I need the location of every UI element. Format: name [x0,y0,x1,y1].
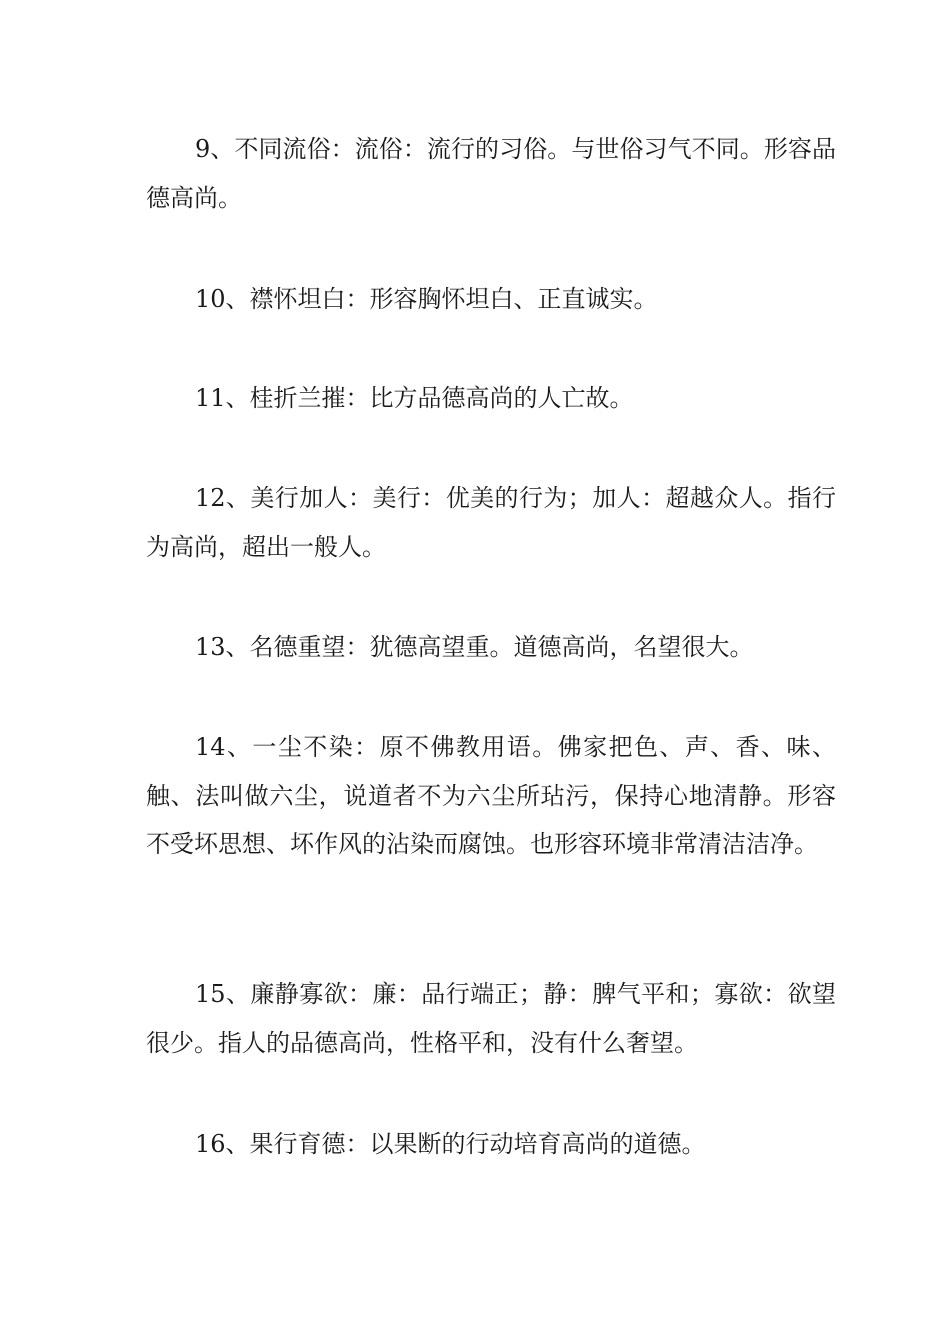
entry-13: 13、名德重望：犹德高望重。道德高尚，名望很大。 [195,633,754,661]
entry-10: 10、襟怀坦白：形容胸怀坦白、正直诚实。 [195,285,658,313]
entry-15: 15、廉静寡欲：廉：品行端正；静：脾气平和；寡欲：欲望很少。指人的品德高尚，性格平和，没有什么奢望。 [146,980,836,1057]
entry-12: 12、美行加人：美行：优美的行为；加人：超越众人。指行为高尚，超出一般人。 [146,484,836,561]
entry-11: 11、桂折兰摧：比方品德高尚的人亡故。 [195,384,634,412]
entry-9: 9、不同流俗：流俗：流行的习俗。与世俗习气不同。形容品德高尚。 [146,135,836,212]
entry-16: 16、果行育德：以果断的行动培育高尚的道德。 [195,1130,706,1158]
entry-14: 14、一尘不染：原不佛教用语。佛家把色、声、香、味、触、法叫做六尘，说道者不为六尘所玷污，保持心地清静。形容不受坏思想、坏作风的沾染而腐蚀。也形容环境非常清洁洁净。 [146,733,836,858]
